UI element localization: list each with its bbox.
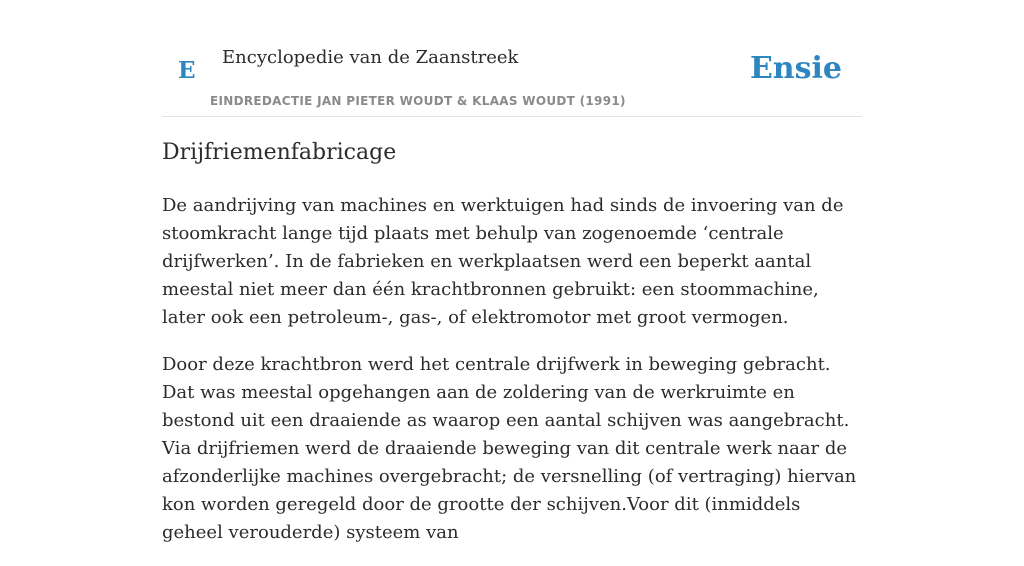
book-title-link[interactable]: Encyclopedie van de Zaanstreek: [222, 47, 519, 68]
editors-credit: EINDREDACTIE JAN PIETER WOUDT & KLAAS WOUDT (1991): [210, 94, 626, 108]
article-paragraph-2: Door deze krachtbron werd het centrale drijfwerk in beweging gebracht. Dat was meestal opgehangen aan de zoldering van de werkruimte en bestond uit een draaiende as waarop een aantal schijven was aangebracht. Via drijfriemen werd de draaiende beweging van dit centrale werk naar de afzonderlijke machines overgebracht; de versnelling (of vertraging) hiervan kon worden geregeld door de grootte der schijven.Voor dit (inmiddels geheel verouderde) systeem van: [162, 354, 857, 543]
article-paragraph-1: De aandrijving van machines en werktuigen had sinds de invoering van de stoomkracht lange tijd plaats met behulp van zogenoemde ‘centrale drijfwerken’. In de fabrieken en werkplaatsen werd een beperkt aantal meestal niet meer dan één krachtbronnen gebruikt: een stoommachine, later ook een petroleum-, gas-, of elektromotor met groot vermogen.: [162, 195, 844, 328]
article-title: Drijfriemenfabricage: [162, 140, 397, 165]
logo-letter-icon[interactable]: E: [178, 57, 196, 84]
ensie-logo-link[interactable]: Ensie: [749, 51, 842, 86]
article: [162, 136, 862, 566]
site-header: [162, 0, 862, 117]
